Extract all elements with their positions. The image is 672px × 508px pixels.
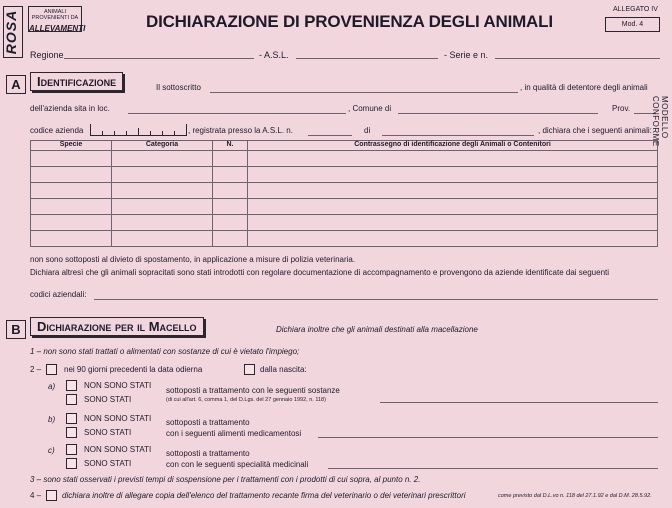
- row-a-field[interactable]: [380, 402, 658, 403]
- checkbox-c-sono[interactable]: [66, 458, 77, 469]
- item-4-small: come previsto dal D.L.vo n. 118 del 27.1.92 e dal D.M. 28.5.92.: [498, 493, 652, 499]
- registrata-label: , registrata presso la A.S.L. n.: [188, 126, 293, 135]
- asl-n-field[interactable]: [308, 135, 352, 136]
- qualita-label: , in qualità di detentore degli animali: [520, 83, 648, 92]
- azienda-sita-label: dell'azienda sita in loc.: [30, 104, 110, 113]
- row-b-letter: b): [48, 415, 56, 424]
- serie-label: - Serie e n.: [444, 50, 489, 60]
- col-specie: Specie: [31, 141, 112, 151]
- comune-label: , Comune di: [348, 104, 392, 113]
- codici-aziendali-label: codici aziendali:: [30, 290, 87, 299]
- page-title: DICHIARAZIONE DI PROVENIENZA DEGLI ANIMALI: [146, 12, 553, 31]
- item-4-prefix: 4 –: [30, 491, 42, 500]
- item-2-prefix: 2 –: [30, 365, 42, 374]
- allevamenti-big: ALLEVAMENTI: [29, 24, 86, 33]
- localita-field[interactable]: [128, 113, 346, 114]
- prov-label: Prov.: [612, 104, 631, 113]
- di-label: di: [364, 126, 371, 135]
- regione-field[interactable]: [64, 58, 254, 59]
- table-row[interactable]: [31, 183, 658, 199]
- table-header-row: [31, 141, 658, 151]
- section-a-letter: A: [6, 75, 26, 94]
- table-row[interactable]: [31, 167, 658, 183]
- checkbox-90-giorni[interactable]: [46, 364, 57, 375]
- checkbox-c-non-sono[interactable]: [66, 444, 77, 455]
- rosa-label: ROSA: [3, 9, 20, 55]
- item-4-text: dichiara inoltre di allegare copia dell'elenco del trattamento recante firma del veterinario o dei veterinari prescrittori: [62, 491, 466, 500]
- mod-label: Mod. 4: [605, 17, 660, 32]
- item-2-90-giorni: nei 90 giorni precedenti la data odierna: [64, 365, 203, 374]
- row-a-letter: a): [48, 382, 56, 391]
- table-row[interactable]: [31, 151, 658, 167]
- row-a-sono: SONO STATI: [84, 395, 132, 404]
- row-b-text2: con i seguenti alimenti medicamentosi: [166, 429, 302, 438]
- row-c-text1: sottoposti a trattamento: [166, 449, 250, 458]
- codice-azienda-label: codice azienda: [30, 126, 84, 135]
- item-2-dalla-nascita: dalla nascita:: [260, 365, 307, 374]
- dichiara-altresi-text: Dichiara altresì che gli animali sopracitati sono stati introdotti con regolare documentazione di accompagnamento e provengono da aziende identificate dai seguenti: [30, 268, 610, 277]
- animals-table: [30, 140, 658, 247]
- col-contrassegno: Contrassegno di identificazione degli Animali o Contenitori: [248, 141, 658, 151]
- row-c-sono: SONO STATI: [84, 459, 132, 468]
- table-row[interactable]: [31, 231, 658, 247]
- row-b-non-sono: NON SONO STATI: [84, 414, 152, 423]
- table-row[interactable]: [31, 199, 658, 215]
- section-a-title: Identificazione: [30, 72, 123, 91]
- row-a-text2: (di cui all'art. 6, comma 1, del D.Lgs. del 27 gennaio 1992, n. 118): [166, 397, 326, 403]
- row-a-text1: sottoposti a trattamento con le seguenti sostanze: [166, 386, 340, 395]
- allevamenti-box: [28, 6, 86, 33]
- table-row[interactable]: [31, 215, 658, 231]
- asl-di-field[interactable]: [382, 135, 534, 136]
- sottoscritto-label: Il sottoscritto: [156, 83, 201, 92]
- codice-azienda-field[interactable]: [90, 124, 187, 136]
- row-c-field[interactable]: [328, 468, 658, 469]
- row-b-sono: SONO STATI: [84, 428, 132, 437]
- row-c-non-sono: NON SONO STATI: [84, 445, 152, 454]
- section-b-letter: B: [6, 320, 26, 339]
- checkbox-b-sono[interactable]: [66, 427, 77, 438]
- comune-field[interactable]: [398, 113, 598, 114]
- section-b-title: Dichiarazione per il Macello: [30, 317, 204, 336]
- col-categoria: Categoria: [112, 141, 213, 151]
- asl-field[interactable]: [296, 58, 438, 59]
- row-a-non-sono: NON SONO STATI: [84, 381, 152, 390]
- row-b-text1: sottoposti a trattamento: [166, 418, 250, 427]
- serie-field[interactable]: [495, 58, 660, 59]
- checkbox-dalla-nascita[interactable]: [244, 364, 255, 375]
- col-numero: N.: [213, 141, 248, 151]
- regione-label: Regione: [30, 50, 64, 60]
- section-b-intro: Dichiara inoltre che gli animali destinati alla macellazione: [276, 325, 478, 334]
- rosa-label-box: [3, 6, 23, 58]
- row-b-field[interactable]: [318, 437, 658, 438]
- allevamenti-small: ANIMALI PROVENIENTI DA: [31, 9, 79, 21]
- row-c-text2: con con le seguenti specialità medicinali: [166, 460, 309, 469]
- checkbox-a-non-sono[interactable]: [66, 380, 77, 391]
- checkbox-a-sono[interactable]: [66, 394, 77, 405]
- non-sono-sottoposti-text: non sono sottoposti al divieto di spostamento, in applicazione a misure di polizia veterinaria.: [30, 255, 356, 264]
- checkbox-b-non-sono[interactable]: [66, 413, 77, 424]
- item-1: 1 – non sono stati trattati o alimentati con sostanze di cui è vietato l'impiego;: [30, 347, 300, 356]
- item-3: 3 – sono stati osservati i previsti tempi di sospensione per i trattamenti con i prodotti di cui sopra, al punto n. 2.: [30, 475, 421, 484]
- sottoscritto-field[interactable]: [210, 92, 518, 93]
- allegato-label: ALLEGATO IV: [613, 6, 658, 13]
- codici-aziendali-field[interactable]: [94, 299, 658, 300]
- side-text: MODELLO CONFORME: [651, 96, 669, 147]
- asl-label: - A.S.L.: [259, 50, 289, 60]
- row-c-letter: c): [48, 446, 55, 455]
- checkbox-item-4[interactable]: [46, 490, 57, 501]
- dichiara-label: , dichiara che i seguenti animali:: [538, 126, 652, 135]
